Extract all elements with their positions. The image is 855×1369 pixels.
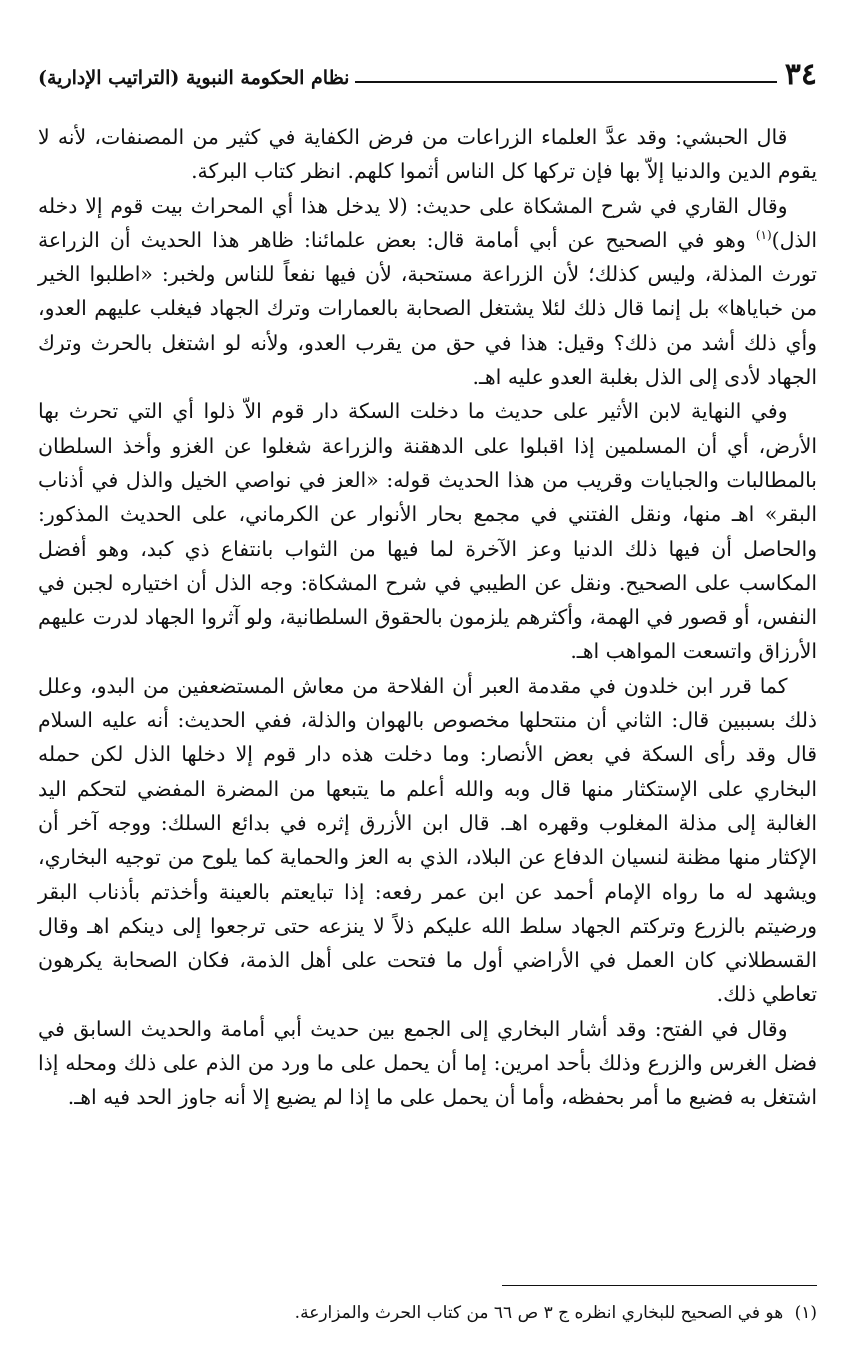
paragraph-qari bbox=[38, 189, 817, 395]
page-header bbox=[38, 48, 817, 90]
paragraph-qari-start: وقال القاري في شرح المشكاة على حديث: (لا يدخل هذا أي المحراث بيت قوم إلا دخله الذل) bbox=[38, 193, 817, 252]
footnote-text: هو في الصحيح للبخاري انظره ج ٣ ص ٦٦ من كتاب الحرث والمزارعة. bbox=[294, 1303, 784, 1323]
paragraph-qari-rest: وهو في الصحيح عن أبي أمامة قال: بعض علمائنا: ظاهر هذا الحديث أن الزراعة تورث المذلة، وليس كذلك؛ لأن الزراعة مستحبة، لأن فيها نفعاً للناس ولخبر: «اطلبوا الخير من خباياها» بل إنما قال ذلك لئلا يشتغل الصحابة بالعمارات وترك الجهاد فيغلب عليهم العدو، وأي ذلك أشد من ذلك؟ وقيل: هذا في حق من يقرب العدو، ولأنه لو اشتغل بالحرث وترك الجهاد لأدى إلى الذل بغلبة العدو عليه اهـ. bbox=[38, 227, 817, 390]
footnote-reference: (١) bbox=[755, 228, 772, 243]
paragraph-fath: وقال في الفتح: وقد أشار البخاري إلى الجمع بين حديث أبي أمامة والحديث السابق في فضل الغرس والزرع وذلك بأحد امرين: إما أن يحمل على ما ورد من الذم على ذلك ومحله إذا اشتغل به فضيع ما أمر بحفظه، وأما أن يحمل على ما إذا لم يضيع إلا أنه جاوز الحد فيه اهـ. bbox=[38, 1016, 817, 1110]
footnote-marker: (١) bbox=[794, 1303, 817, 1323]
paragraph-habashi: قال الحبشي: وقد عدَّ العلماء الزراعات من فرض الكفاية في كثير من المصنفات، لأنه لا يقوم الدين والدنيا إلاّ بها فإن تركها كل الناس أثموا كلهم. انظر كتاب البركة. bbox=[38, 125, 817, 184]
running-title: نظام الحكومة النبوية (التراتيب الإدارية) bbox=[38, 67, 350, 89]
page-number: ٣٤ bbox=[784, 57, 817, 92]
body-text bbox=[38, 120, 817, 1115]
paragraph-nihaya: وفي النهاية لابن الأثير على حديث ما دخلت السكة دار قوم الاّ ذلوا أي التي تحرث بها الأرض، أي أن المسلمين إذا اقبلوا على الدهقنة والزراعة شغلوا عن الغزو وأخذ السلطان بالمطالبات والجبايات وقريب من هذا الحديث قوله: «العز في نواصي الخيل والذل في أذناب البقر» اهـ منها، ونقل الفتني في مجمع بحار الأنوار عن الكرماني، على الحديث المذكور: والحاصل أن فيها ذلك الدنيا وعز الآخرة لما فيها من الثواب بانتفاع ذي كبد، وهو أفضل المكاسب على الصحيح. ونقل عن الطيبي في شرح المشكاة: وجه الذل أن اختياره لجبن في النفس، أو قصور في الهمة، وأكثرهم يلزمون بالحقوق السلطانية، ولو آثروا الجهاد لدرت عليهم الأرزاق واتسعت المواهب اهـ. bbox=[38, 399, 817, 664]
footnote bbox=[38, 1300, 817, 1326]
header-rule bbox=[355, 81, 776, 83]
paragraph-ibn-khaldun: كما قرر ابن خلدون في مقدمة العبر أن الفلاحة من معاش المستضعفين من البدو، وعلل ذلك بسببين قال: الثاني أن منتحلها مخصوص بالهوان والذلة، ففي الحديث: أنه عليه السلام قال وقد رأى السكة في بعض الأنصار: وما دخلت هذه دار قوم إلا دخلها الذل لكن حمله البخاري على الإستكثار منها قال وبه والله أعلم ما يتبعها من المضرة المفضي لتحكم اليد الغالبة إلى مذلة المغلوب وقهره اهـ. قال ابن الأزرق إثره في بدائع السلك: ووجه آخر أن الإكثار منها مظنة لنسيان الدفاع عن البلاد، الذي به العز والحماية كما يلوح من توجيه البخاري، ويشهد له ما رواه الإمام أحمد عن ابن عمر رفعه: إذا تبايعتم بالعينة وأخذتم بأذناب البقر ورضيتم بالزرع وتركتم الجهاد سلط الله عليكم ذلاً لا ينزعه حتى ترجعوا إلى دينكم اهـ وقال القسطلاني كان العمل في الأراضي أول ما فتحت على أهل الذمة، فكان الصحابة يكرهون تعاطي ذلك. bbox=[38, 673, 817, 1007]
footnote-separator bbox=[502, 1285, 817, 1286]
